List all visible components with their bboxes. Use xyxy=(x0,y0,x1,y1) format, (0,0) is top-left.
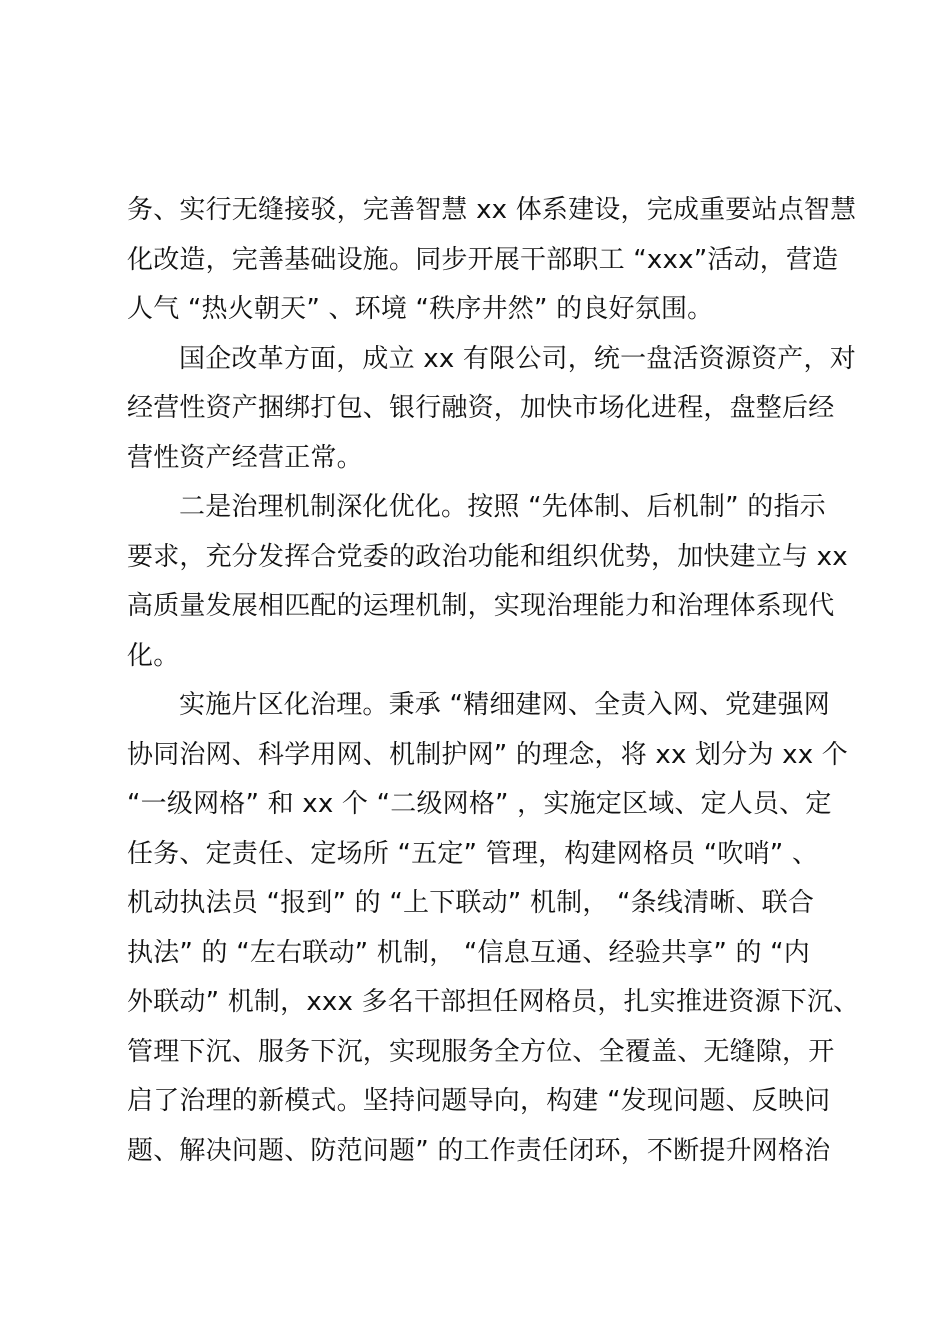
paragraph-first-line: 实施片区化治理。秉承 “精细建网、全责入网、党建强网 xyxy=(179,690,830,720)
text-line: 执法” 的 “左右联动” 机制， “信息互通、经验共享” 的 “内 xyxy=(127,937,811,968)
text-line: 任务、定责任、定场所 “五定” 管理，构建网格员 “吹哨” 、 xyxy=(127,838,819,869)
text-line: 高质量发展相匹配的运理机制，实现治理能力和治理体系现代 xyxy=(127,591,835,621)
text-line: 题、解决问题、防范问题” 的工作责任闭环，不断提升网格治 xyxy=(127,1135,831,1166)
text-line: 机动执法员 “报到” 的 “上下联动” 机制， “条线清晰、联合 xyxy=(127,888,815,918)
text-line: 营性资产经营正常。 xyxy=(127,442,363,473)
paragraph-first-line: 国企改革方面，成立 xx 有限公司，统一盘活资源资产，对 xyxy=(179,343,856,374)
text-line: 化。 xyxy=(127,640,180,671)
text-line: “一级网格” 和 xx 个 “二级网格” ，实施定区域、定人员、定 xyxy=(127,789,832,819)
text-line: 化改造，完善基础设施。同步开展干部职工 “xxx”活动，营造 xyxy=(127,244,839,275)
text-line: 要求，充分发挥合党委的政治功能和组织优势，加快建立与 xx xyxy=(127,541,848,572)
text-line: 人气 “热火朝天” 、环境 “秩序井然” 的良好氛围。 xyxy=(127,294,714,324)
text-line: 外联动” 机制，xxx 多名干部担任网格员，扎实推进资源下沉、 xyxy=(127,987,860,1017)
paragraph-first-line: 二是治理机制深化优化。按照 “先体制、后机制” 的指示 xyxy=(179,492,826,522)
text-line: 务、实行无缝接驳，完善智慧 xx 体系建设，完成重要站点智慧 xyxy=(127,195,857,225)
text-line: 协同治网、科学用网、机制护网” 的理念，将 xx 划分为 xx 个 xyxy=(127,739,848,770)
text-line: 管理下沉、服务下沉，实现服务全方位、全覆盖、无缝隙，开 xyxy=(127,1036,835,1067)
text-line: 启了治理的新模式。坚持问题导向，构建 “发现问题、反映问 xyxy=(127,1086,831,1116)
text-line: 经营性资产捆绑打包、银行融资，加快市场化进程，盘整后经 xyxy=(127,393,835,423)
body-text xyxy=(127,186,860,1176)
